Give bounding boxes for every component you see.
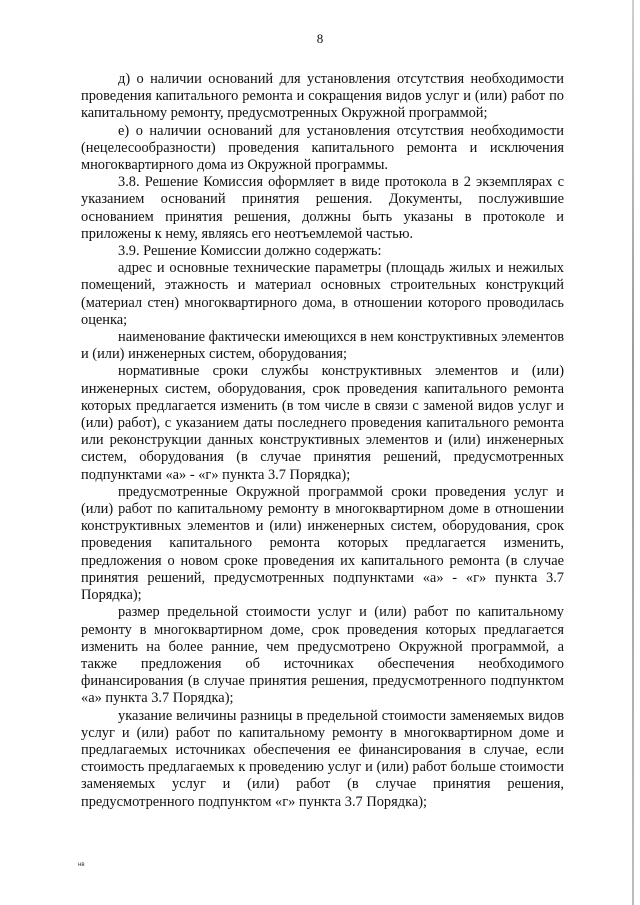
footer-mark: нв [78,862,85,868]
paragraph: адрес и основные технические параметры (площадь жилых и нежилых помещений, этажность и материал основных строительных конструкций (материал стен) многоквартирного дома, в отношении которого проводилась оценка; [81,260,564,328]
paragraph: наименование фактически имеющихся в нем конструктивных элементов и (или) инженерных систем, оборудования; [81,329,564,363]
paragraph: 3.8. Решение Комиссия оформляет в виде протокола в 2 экземплярах с указанием оснований принятия решения. Документы, послужившие основанием принятия решения, должны быть указаны в протоколе и приложены к нему, являясь его неотъемлемой частью. [81,174,564,242]
paragraph: е) о наличии оснований для установления отсутствия необходимости (нецелесообразности) проведения капитального ремонта и исключения многоквартирного дома из Окружной программы. [81,122,564,174]
scan-edge-shadow [632,0,634,905]
paragraph: указание величины разницы в предельной стоимости заменяемых видов услуг и (или) работ по капитальному ремонту в многоквартирном доме и предлагаемых источниках обеспечения ее финансирования в случае, если стоимость предлагаемых к проведению услуг и (или) работ больше стоимости заменяемых услуг и (или) работ (в случае принятия решения, предусмотренного подпунктом «г» пункта 3.7 Порядка); [81,707,564,810]
paragraph: нормативные сроки службы конструктивных элементов и (или) инженерных систем, оборудования, срок проведения капитального ремонта которых предлагается изменить (в том числе в связи с заменой видов услуг и (или) работ), с указанием даты последнего проведения капитального ремонта или реконструкции данных конструктивных элементов и (или) инженерных систем, оборудования (в случае принятия решений, предусмотренных подпунктами «а» - «г» пункта 3.7 Порядка); [81,363,564,483]
paragraph: размер предельной стоимости услуг и (или) работ по капитальному ремонту в многоквартирном доме, срок проведения которых предлагается изменить на более ранние, чем предусмотрено Окружной программой, а также предложения об источниках обеспечения необходимого финансирования (в случае принятия решения, предусмотренного подпунктом «а» пункта 3.7 Порядка); [81,604,564,707]
paragraph: предусмотренные Окружной программой сроки проведения услуг и (или) работ по капитальному ремонту в многоквартирном доме в отношении конструктивных элементов и (или) инженерных систем, оборудования, срок проведения капитального ремонта которых предлагается изменить, предложения о новом сроке проведения их капитального ремонта (в случае принятия решений, предусмотренных подпунктами «а» - «г» пункта 3.7 Порядка); [81,483,564,604]
paragraph: д) о наличии оснований для установления отсутствия необходимости проведения капитального ремонта и сокращения видов услуг и (или) работ по капитальному ремонту, предусмотренных Окружной программой; [81,71,564,122]
paragraph: 3.9. Решение Комиссии должно содержать: [118,243,382,260]
page-number: 8 [316,31,324,46]
document-body [81,71,564,811]
